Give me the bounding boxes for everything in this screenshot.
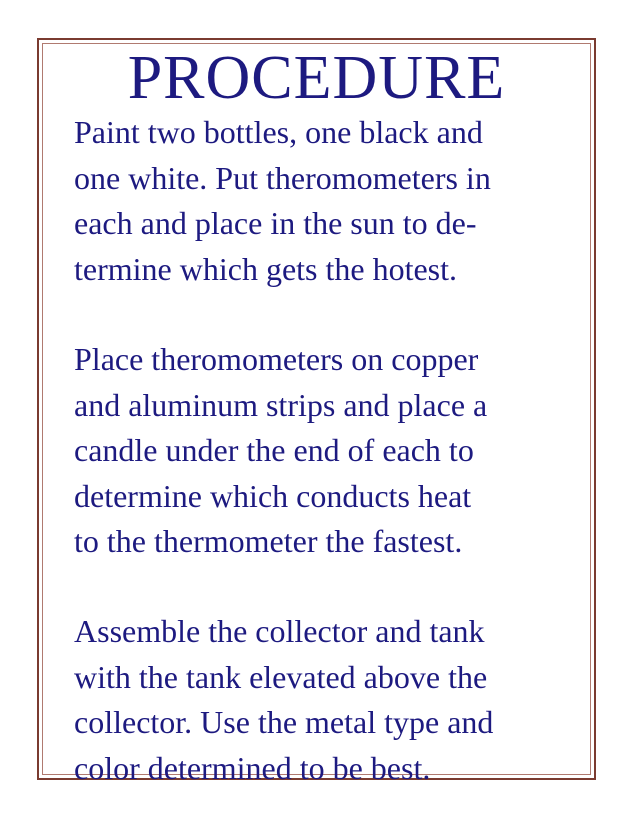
paragraph-line: color determined to be best. [74, 749, 431, 786]
paragraph-line: to the thermometer the fastest. [74, 523, 463, 559]
paragraph-line: Paint two bottles, one black and [74, 114, 483, 150]
procedure-card [42, 43, 591, 786]
paragraph-line: candle under the end of each to [74, 432, 474, 468]
paragraph-line: and aluminum strips and place a [74, 386, 488, 423]
paragraph-line: Assemble the collector and tank [74, 613, 485, 649]
procedure-paragraph-3 [74, 609, 584, 791]
paragraph-line: determine which conducts heat [74, 477, 472, 514]
paragraph-line: termine which gets the hotest. [74, 250, 458, 287]
paragraph-line: one white. Put theromometers in [74, 159, 491, 196]
procedure-paragraph-1 [74, 110, 584, 292]
paragraph-line: collector. Use the metal type and [74, 704, 494, 740]
procedure-paragraph-2 [74, 337, 584, 565]
page-title: PROCEDURE [127, 44, 506, 112]
paragraph-line: each and place in the sun to de- [74, 205, 477, 241]
paragraph-line: with the tank elevated above the [74, 658, 488, 695]
paragraph-line: Place theromometers on copper [74, 341, 479, 377]
